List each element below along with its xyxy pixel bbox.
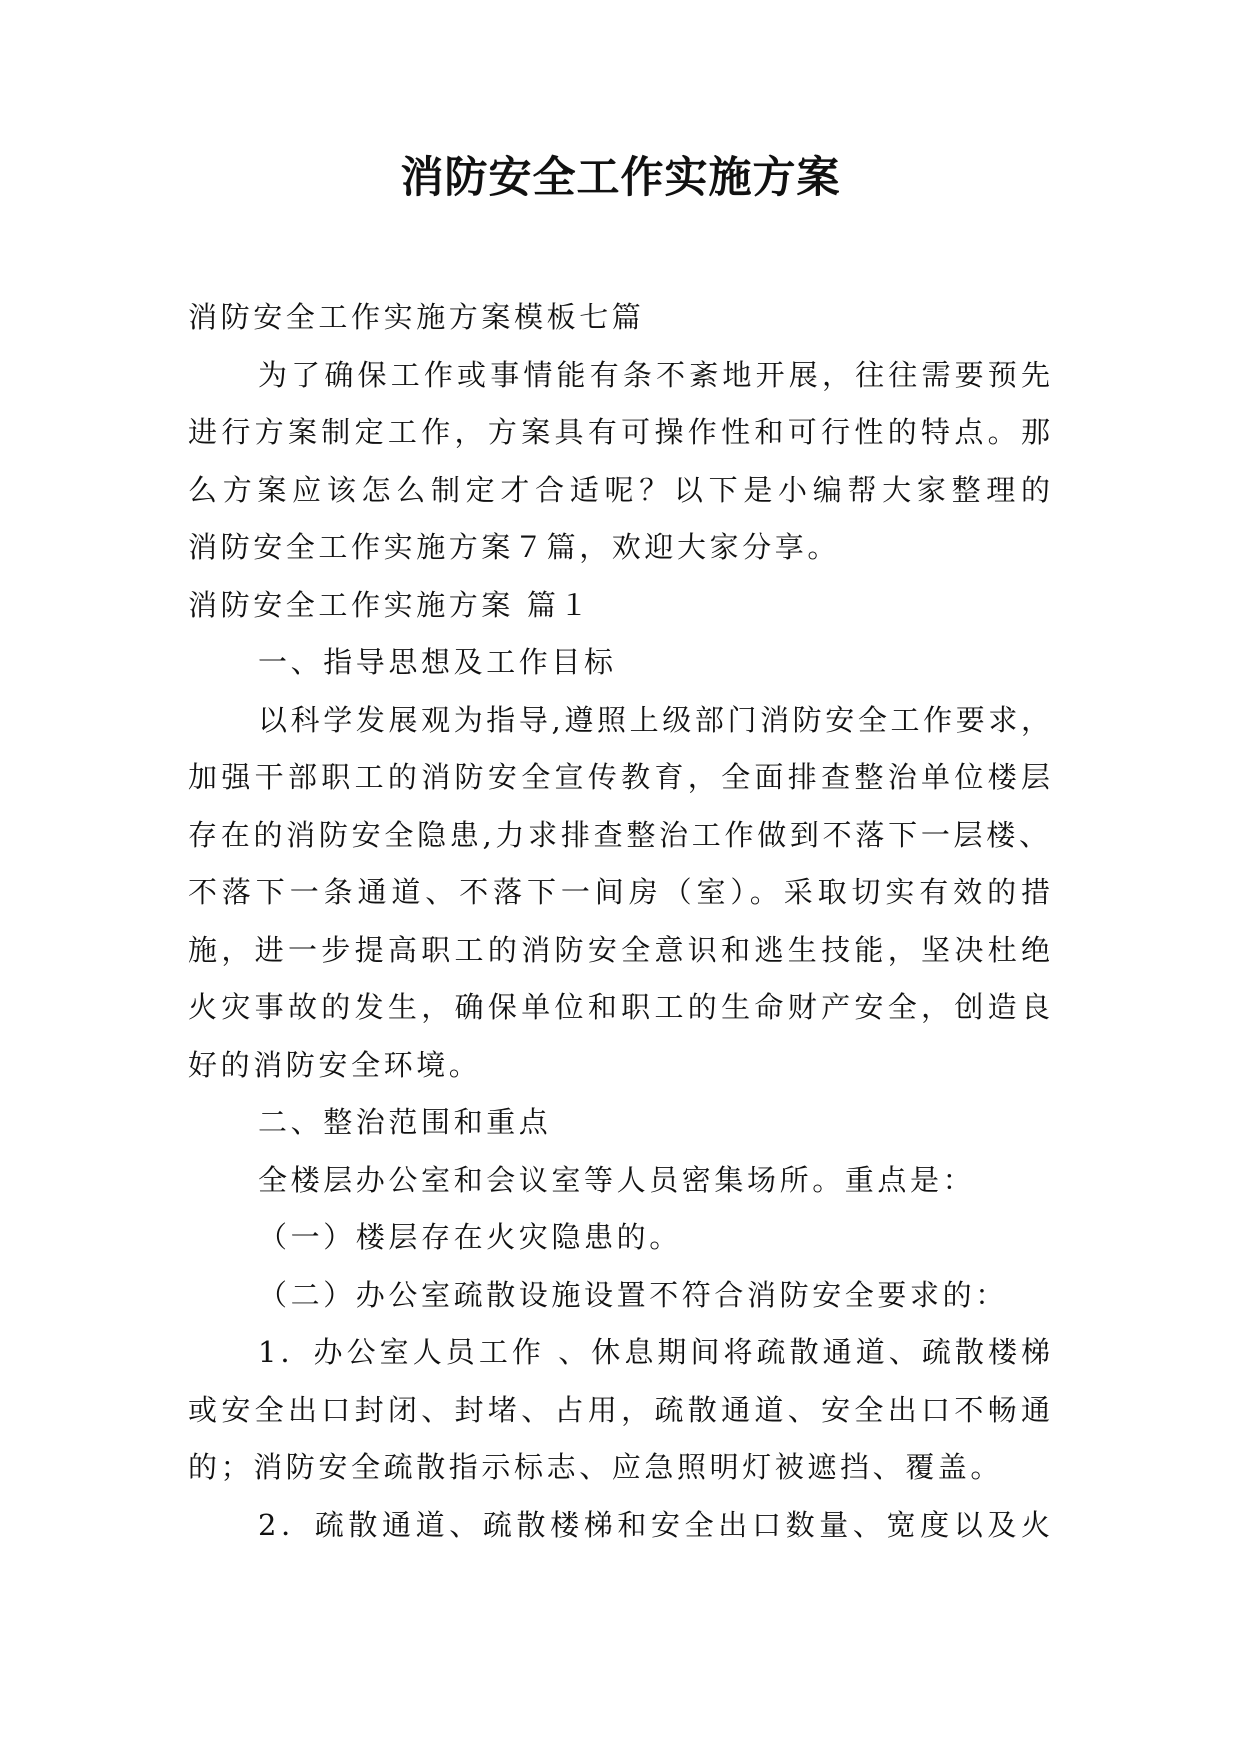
paragraph-line: 好的消防安全环境。 bbox=[188, 1047, 482, 1082]
paragraph-line: 加强干部职工的消防安全宣传教育，全面排查整治单位楼层 bbox=[188, 760, 1050, 794]
list-item: 2．疏散通道、疏散楼梯和安全出口数量、宽度以及火 bbox=[258, 1507, 1050, 1542]
paragraph-line: 么方案应该怎么制定才合适呢？以下是小编帮大家整理的 bbox=[188, 472, 1050, 507]
paragraph-line: 的；消防安全疏散指示标志、应急照明灯被遮挡、覆盖。 bbox=[188, 1450, 1004, 1484]
paragraph-line: 消防安全工作实施方案７篇，欢迎大家分享。 bbox=[188, 530, 841, 564]
paragraph-line: 存在的消防安全隐患,力求排查整治工作做到不落下一层楼、 bbox=[188, 817, 1050, 852]
paragraph-line: 进行方案制定工作，方案具有可操作性和可行性的特点。那 bbox=[188, 415, 1050, 449]
paragraph-line: 火灾事故的发生，确保单位和职工的生命财产安全，创造良 bbox=[188, 990, 1050, 1024]
list-item: （一）楼层存在火灾隐患的。 bbox=[258, 1220, 682, 1254]
list-item: （二）办公室疏散设施设置不符合消防安全要求的： bbox=[258, 1277, 1008, 1312]
document-title: 消防安全工作实施方案 bbox=[400, 153, 841, 203]
paragraph-line: 为了确保工作或事情能有条不紊地开展，往往需要预先 bbox=[258, 357, 1050, 392]
section-heading: 消防安全工作实施方案 篇１ bbox=[188, 587, 593, 622]
paragraph-line: 施，进一步提高职工的消防安全意识和逃生技能，坚决杜绝 bbox=[188, 932, 1050, 967]
subtitle-line: 消防安全工作实施方案模板七篇 bbox=[188, 300, 645, 334]
subsection-heading: 一、指导思想及工作目标 bbox=[258, 645, 617, 679]
paragraph-line: 以科学发展观为指导,遵照上级部门消防安全工作要求， bbox=[258, 702, 1050, 737]
paragraph-line: 或安全出口封闭、封堵、占用，疏散通道、安全出口不畅通 bbox=[188, 1392, 1050, 1427]
list-item: 1．办公室人员工作 、休息期间将疏散通道、疏散楼梯 bbox=[258, 1335, 1050, 1369]
document-body bbox=[188, 289, 1050, 1554]
paragraph-line: 不落下一条通道、不落下一间房（室）。采取切实有效的措 bbox=[188, 875, 1050, 909]
subsection-heading: 二、整治范围和重点 bbox=[258, 1105, 552, 1139]
paragraph-line: 全楼层办公室和会议室等人员密集场所。重点是： bbox=[258, 1162, 976, 1197]
